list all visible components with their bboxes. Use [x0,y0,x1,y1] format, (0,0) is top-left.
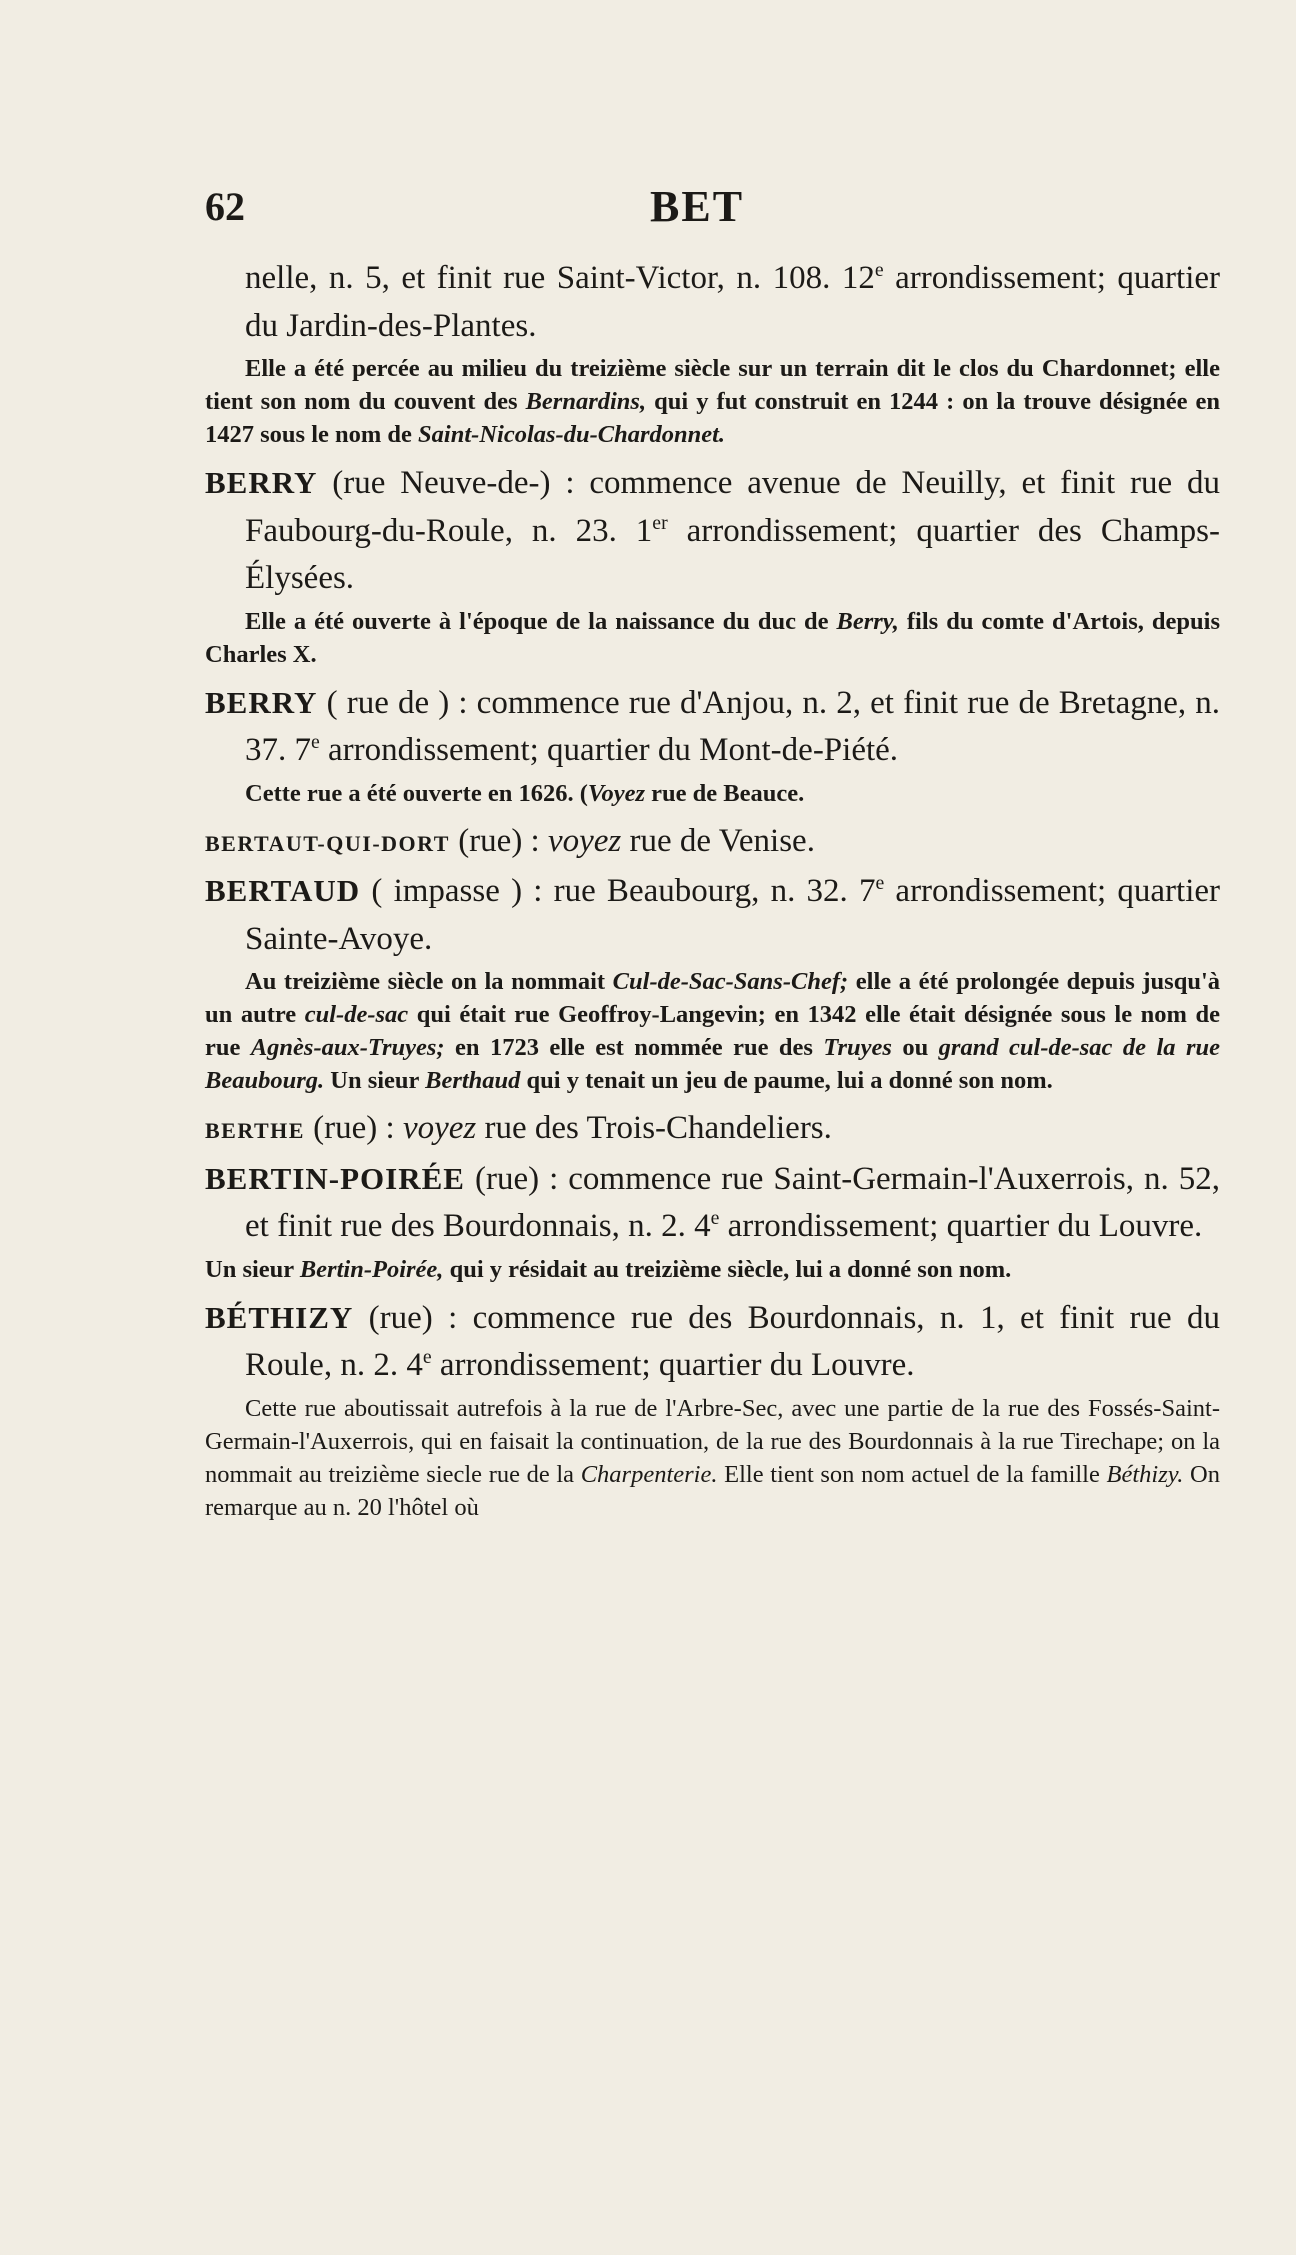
note-text: Un sieur [324,1067,426,1094]
note-italic: Berthaud [425,1067,521,1094]
entry-note [205,965,1220,1097]
entry-note [205,605,1220,671]
note-text: qui y fut construit en 1244 : on la trouve désignée en 1427 sous le nom de [205,388,1221,448]
headword: BÉTHIZY [205,1299,354,1335]
note-italic: Truyes [823,1034,892,1061]
entry-text: arrondissement; quartier Sainte-Avoye. [245,873,1220,957]
entry-text: (rue) : [304,1110,403,1146]
entry-italic: voyez [547,822,622,859]
entry-continued [205,255,1220,350]
page-number: 62 [205,184,245,229]
entry-note [205,1392,1220,1524]
entry-italic: voyez [402,1110,477,1146]
entry-bertaud [205,867,1220,963]
page-header [205,183,1220,243]
note-text: Un sieur [205,1255,300,1283]
entry-text: (rue) : [449,822,548,859]
superscript: e [710,1207,720,1229]
entry-text: arrondissement; quartier du Jardin-des-Plantes. [245,260,1220,344]
entry-berry [205,679,1220,775]
entry-text: arrondissement; quartier du Louvre. [431,1347,915,1383]
running-head: BET [650,182,745,231]
entry-text: nelle, n. 5, et finit rue Saint-Victor, n. 108. 12 [245,260,875,296]
note-italic: grand cul-de-sac de la rue Beaubourg. [205,1034,1220,1094]
note-text: qui y résidait au treizième siècle, lui a donné son nom. [443,1255,1012,1283]
note-text: elle a été prolongée depuis jusqu'à un autre [205,968,1221,1028]
superscript: e [422,1346,432,1368]
note-italic: Charpenterie. [580,1460,718,1488]
headword: BERTHE [205,1118,305,1143]
entry-bethizy [205,1294,1220,1390]
entry-text: rue des Trois-Chandeliers. [476,1110,832,1146]
note-text: On remarque au n. 20 l'hôtel où [205,1460,1220,1521]
note-text: Cette rue aboutissait autrefois à la rue de l'Arbre-Sec, avec une partie de la rue des Fossés-Saint-Germain-l'Auxerrois, qui en faisait la continuation, de la rue des Bourdonnais à la rue Tirechape; on la nommait au treizième siecle rue de la [205,1394,1220,1488]
entry-note [205,352,1220,451]
note-italic: Voyez [587,779,646,807]
note-text: rue de Beauce. [645,779,805,807]
note-text: en 1723 elle est nommée rue des [444,1034,824,1061]
note-italic: Agnès-aux-Truyes; [250,1034,445,1061]
headword: BERTIN-POIRÉE [205,1160,465,1196]
headword: BERRY [205,465,318,500]
note-italic: Béthizy. [1106,1460,1184,1488]
note-text: qui était rue Geoffroy-Langevin; en 1342 elle était désignée sous le nom de rue [205,1001,1220,1061]
note-italic: Saint-Nicolas-du-Chardonnet. [418,421,726,448]
headword: BERRY [205,684,318,720]
note-italic: cul-de-sac [304,1001,409,1028]
entry-text: arrondissement; quartier du Louvre. [719,1208,1203,1244]
note-text: qui y tenait un jeu de paume, lui a donné son nom. [520,1067,1053,1094]
note-text: fils du comte d'Artois, depuis Charles X. [205,607,1220,668]
superscript: er [652,511,668,534]
note-italic: Bernardins, [525,388,647,415]
note-text: Elle a été ouverte à l'époque de la naissance du duc de [245,607,837,635]
superscript: e [874,259,884,281]
entry-text: rue de Venise. [621,822,815,859]
entry-note [205,777,1220,810]
page-body [205,255,1220,1532]
entry-text: (rue) : commence rue des Bourdonnais, n. 1, et finit rue du Roule, n. 2. 4 [245,1299,1220,1383]
entry-bertaut-qui-dort [205,818,1220,868]
note-italic: Berry, [836,607,899,635]
entry-text: arrondissement; quartier du Mont-de-Piété. [319,732,899,768]
entry-text: ( impasse ) : rue Beaubourg, n. 32. 7 [360,873,876,909]
note-text: Au treizième siècle on la nommait [245,968,613,995]
note-italic: Cul-de-Sac-Sans-Chef; [612,968,849,995]
note-text: Cette rue a été ouverte en 1626. ( [245,779,588,807]
entry-berry-neuve [205,459,1220,603]
entry-berthe [205,1105,1220,1155]
entry-text: (rue) : commence rue Saint-Germain-l'Auxerrois, n. 52, et finit rue des Bourdonnais, n. 2. 4 [245,1160,1220,1244]
headword: BERTAUT-QUI-DORT [205,830,450,856]
note-text: Elle a été percée au milieu du treizième siècle sur un terrain dit le clos du Chardonnet; elle tient son nom du couvent des [205,355,1220,415]
entry-bertin-poiree [205,1155,1220,1251]
superscript: e [311,731,320,753]
entry-note [205,1253,1220,1286]
headword: BERTAUD [205,873,361,908]
entry-text: arrondissement; quartier des Champs-Élysées. [245,512,1220,596]
entry-text: ( rue de ) : commence rue d'Anjou, n. 2, et finit rue de Bretagne, n. 37. 7 [245,684,1220,768]
note-text: ou [891,1034,939,1061]
note-italic: Bertin-Poirée, [299,1255,444,1283]
entry-text: (rue Neuve-de-) : commence avenue de Neuilly, et finit rue du Faubourg-du-Roule, n. 23. 1 [245,465,1220,549]
note-text: Elle tient son nom actuel de la famille [717,1460,1107,1488]
superscript: e [875,872,885,894]
